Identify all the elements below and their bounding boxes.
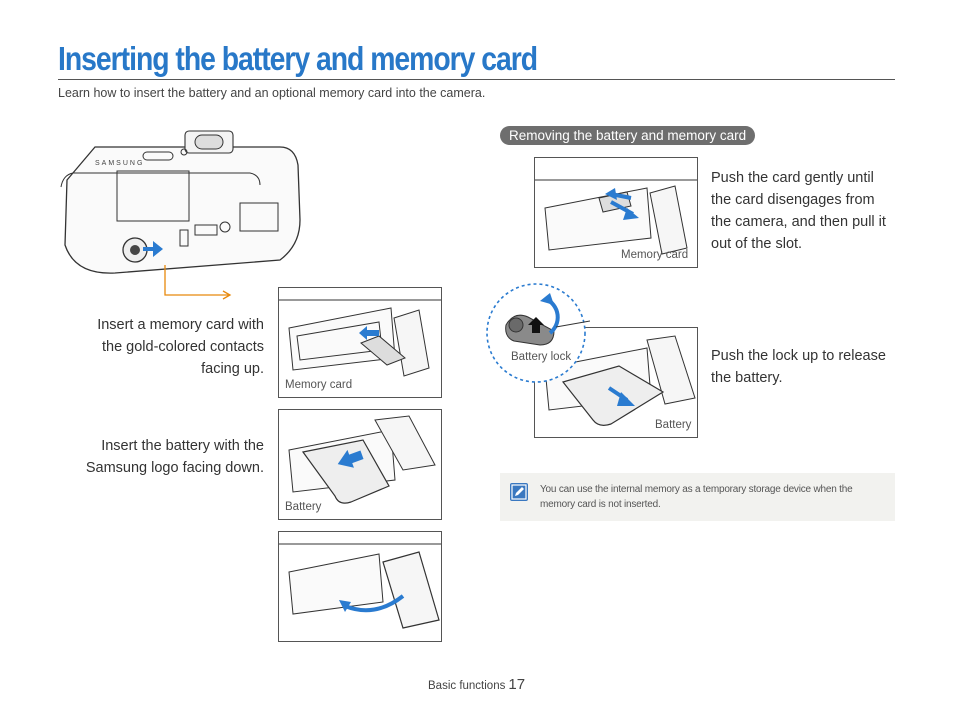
memory-card-insert-panel — [278, 287, 442, 398]
page-footer — [428, 676, 525, 694]
remove-battery-text: Push the lock up to release the battery. — [711, 348, 886, 386]
remove-memory-caption: Memory card — [621, 249, 689, 261]
close-cover-illustration — [279, 532, 442, 642]
note-box — [500, 473, 895, 521]
remove-card-text: Push the card gently until the card disengages from the camera, and then pull it out of the slot. — [711, 170, 886, 252]
page-subtitle: Learn how to insert the battery and an optional memory card into the camera. — [58, 86, 486, 100]
title-divider — [58, 79, 895, 80]
page-number: 17 — [508, 676, 526, 693]
note-text: You can use the internal memory as a temporary storage device when the memory card is not inserted. — [540, 484, 853, 510]
footer-section-label: Basic functions — [428, 680, 506, 692]
battery-caption: Battery — [285, 501, 322, 513]
removing-section-heading: Removing the battery and memory card — [500, 126, 755, 145]
close-cover-panel — [278, 531, 442, 642]
insert-battery-text: Insert the battery with the Samsung logo facing down. — [85, 438, 264, 476]
battery-insert-panel — [278, 409, 442, 520]
battery-lock-caption: Battery lock — [511, 351, 572, 363]
remove-battery-caption: Battery — [655, 419, 692, 431]
memory-card-remove-panel — [534, 157, 698, 268]
camera-bottom-illustration — [55, 125, 305, 300]
camera-brand-text: SAMSUNG — [95, 160, 145, 167]
memory-card-caption: Memory card — [285, 379, 353, 391]
note-pencil-icon — [510, 483, 528, 501]
battery-lock-magnifier — [484, 281, 590, 387]
page-title: Inserting the battery and memory card — [58, 40, 538, 77]
insert-memory-text: Insert a memory card with the gold-colored contacts facing up. — [97, 317, 264, 377]
